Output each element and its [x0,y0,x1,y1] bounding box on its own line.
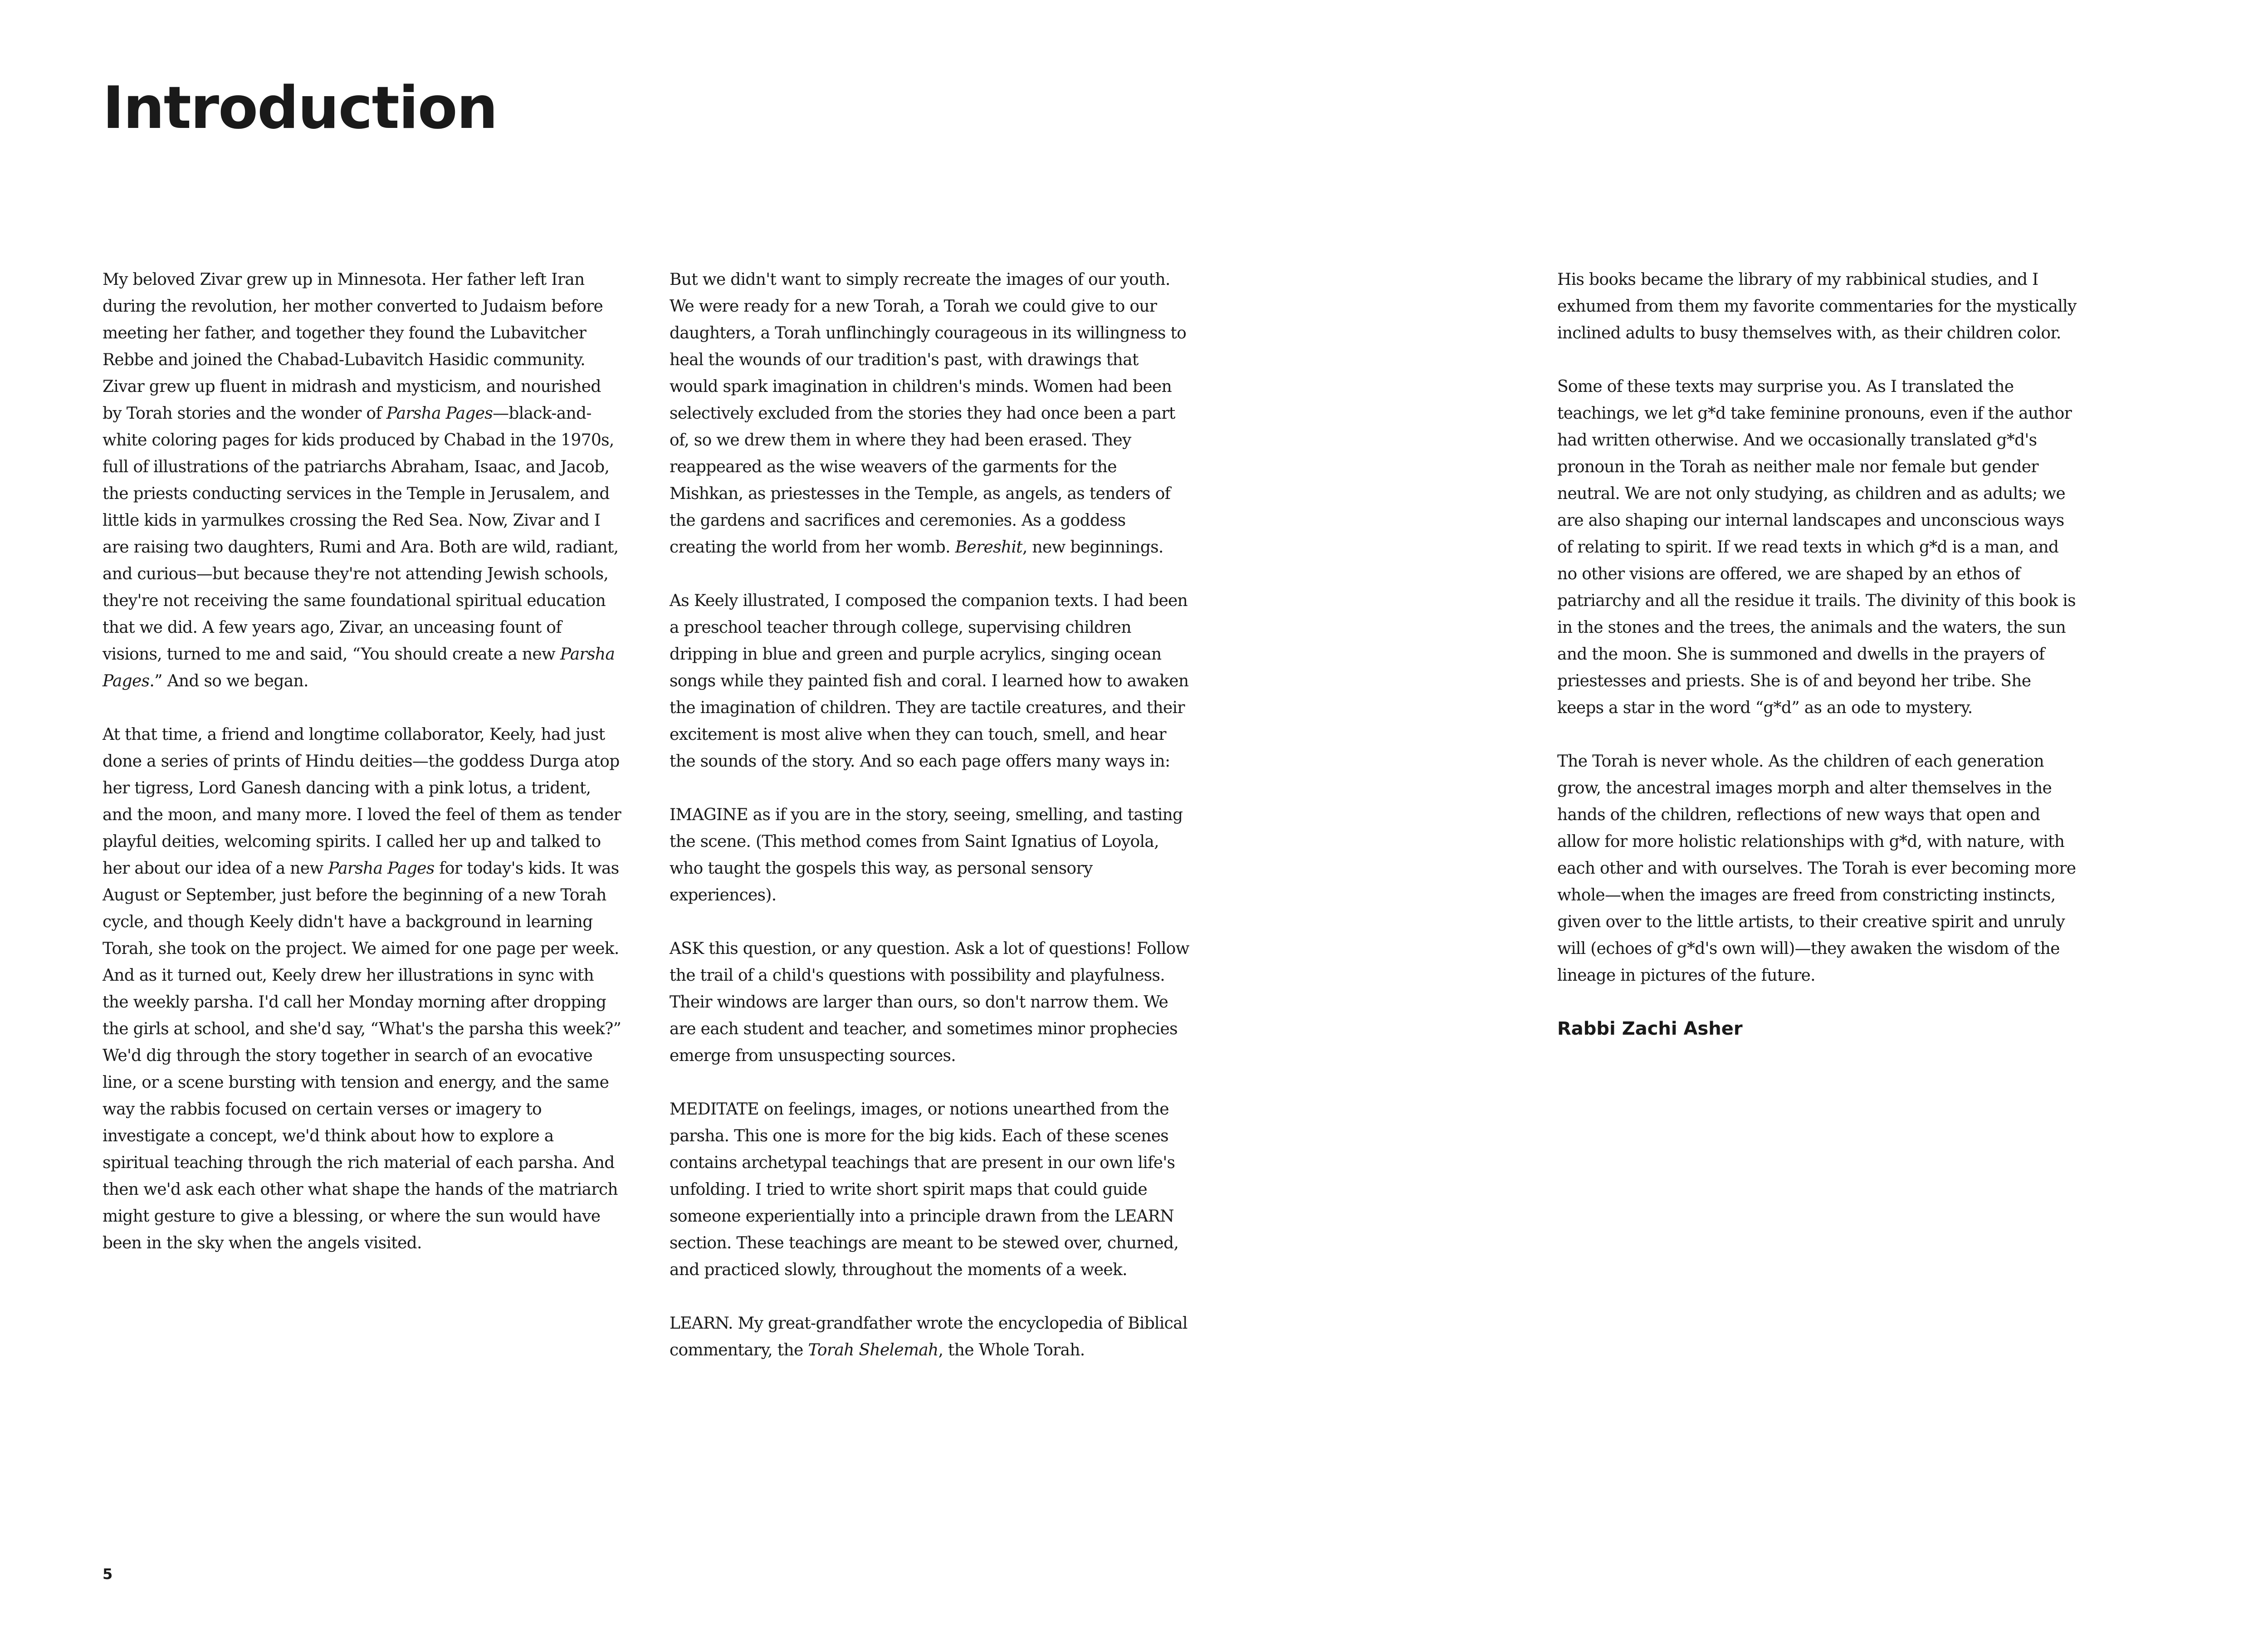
text-column-1 [103,266,624,1257]
body-paragraph [103,266,624,694]
text-run: ASK this question, or any question. Ask a lot of questions! Follow the trail of a child's questions with possibility and playfulness. Their windows are larger than ours, so don't narrow them. We are each student and teacher, and sometimes minor prophecies emerge from unsuspecting sources. [670,939,1189,1065]
text-run: His books became the library of my rabbinical studies, and I exhumed from them my favorite commentaries for the mystically inclined adults to busy themselves with, as their children color. [1557,270,2077,342]
text-run: LEARN. My great-grandfather wrote the encyclopedia of Biblical commentary, the [670,1314,1188,1359]
body-paragraph [670,266,1191,561]
left-page-number: 5 [103,1565,113,1583]
text-column-3 [1557,266,2079,1042]
text-run: , the Whole Torah. [938,1341,1085,1359]
body-paragraph [670,935,1191,1069]
author-signature: Rabbi Zachi Asher [1557,1018,1743,1039]
body-paragraph [1557,373,2079,721]
text-run: , new beginnings. [1022,538,1163,557]
text-run: As Keely illustrated, I composed the companion texts. I had been a preschool teacher through college, supervising children dripping in blue and green and purple acrylics, singing ocean songs while they painted fish and coral. I learned how to awaken the imagination of children. They are tactile creatures, and their excitement is most alive when they can touch, smell, and hear the sounds of the story. And so each page offers many ways in: [670,592,1189,771]
text-run: At that time, a friend and longtime collaborator, Keely, had just done a series of prints of Hindu deities—the goddess Durga atop her tigress, Lord Ganesh dancing with a pink lotus, a trident, and the moon, and many more. I loved the feel of them as tender playful deities, welcoming spirits. I called her up and talked to her about our idea of a new [103,725,621,878]
italic-title-run: Bereshit [955,538,1022,557]
text-column-2 [670,266,1191,1364]
italic-title-run: Torah Shelemah [808,1341,938,1359]
text-run: The Torah is never whole. As the children of each generation grow, the ancestral images morph and alter themselves in the hands of the children, reflections of new ways that open and allow for more holistic relationships with g*d, with nature, with each other and with ourselves. The Torah is ever becoming more whole—when the images are freed from constricting instincts, given over to the little artists, to their creative spirit and unruly will (echoes of g*d's own will)—they awaken the wisdom of the lineage in pictures of the future. [1557,752,2076,985]
text-run: IMAGINE as if you are in the story, seeing, smelling, and tasting the scene. (This method comes from Saint Ignatius of Loyola, who taught the gospels this way, as personal sensory experiences). [670,806,1183,905]
body-paragraph [670,802,1191,909]
italic-title-run: Parsha Pages [328,859,435,878]
page-title: Introduction [103,74,497,142]
text-run: .” And so we began. [149,672,308,690]
text-run: Some of these texts may surprise you. As I translated the teachings, we let g*d take feminine pronouns, even if the author had written otherwise. And we occasionally translated g*d's pronoun in the Torah as neither male nor female but gender neutral. We are not only studying, as children and as adults; we are also shaping our internal landscapes and unconscious ways of relating to spirit. If we read texts in which g*d is a man, and no other visions are offered, we are shaped by an ethos of patriarchy and all the residue it trails. The divinity of this book is in the stones and the trees, the animals and the waters, the sun and the moon. She is summoned and dwells in the prayers of priestesses and priests. She is of and beyond her tribe. She keeps a star in the word “g*d” as an ode to mystery. [1557,377,2076,717]
text-run: MEDITATE on feelings, images, or notions unearthed from the parsha. This one is more for the big kids. Each of these scenes contains archetypal teachings that are present in our own life's unfolding. I tried to write short spirit maps that could guide someone experientially into a principle drawn from the LEARN section. These teachings are meant to be stewed over, churned, and practiced slowly, throughout the moments of a week. [670,1100,1179,1279]
body-paragraph [103,721,624,1257]
body-paragraph [1557,266,2079,347]
body-paragraph [670,587,1191,775]
italic-title-run: Parsha Pages [103,645,615,690]
italic-title-run: Parsha Pages [386,404,493,423]
body-paragraph [1557,748,2079,989]
body-paragraph [670,1096,1191,1283]
text-run: for today's kids. It was August or September, just before the beginning of a new Torah cycle, and though Keely didn't have a background in learning Torah, she took on the project. We aimed for one page per week. And as it turned out, Keely drew her illustrations in sync with the weekly parsha. I'd call her Monday morning after dropping the girls at school, and she'd say, “What's the parsha this week?” We'd dig through the story together in search of an evocative line, or a scene bursting with tension and energy, and the same way the rabbis focused on certain verses or imagery to investigate a concept, we'd think about how to explore a spiritual teaching through the rich material of each parsha. And then we'd ask each other what shape the hands of the matriarch might gesture to give a blessing, or where the sun would have been in the sky when the angels visited. [103,859,621,1252]
text-run: But we didn't want to simply recreate the images of our youth. We were ready for a new Torah, a Torah we could give to our daughters, a Torah unflinchingly courageous in its willingness to heal the wounds of our tradition's past, with drawings that would spark imagination in children's minds. Women had been selectively excluded from the stories they had once been a part of, so we drew them in where they had been erased. They reappeared as the wise weavers of the garments for the Mishkan, as priestesses in the Temple, as angels, as tenders of the gardens and sacrifices and ceremonies. As a goddess creating the world from her womb. [670,270,1187,557]
text-run: My beloved Zivar grew up in Minnesota. Her father left Iran during the revolution, her mother converted to Judaism before meeting her father, and together they found the Lubavitcher Rebbe and joined the Chabad-Lubavitch Hasidic community. Zivar grew up fluent in midrash and mysticism, and nourished by Torah stories and the wonder of [103,270,603,423]
body-paragraph [670,1310,1191,1364]
text-run: —black-and-white coloring pages for kids produced by Chabad in the 1970s, full of illustrations of the patriarchs Abraham, Isaac, and Jacob, the priests conducting services in the Temple in Jerusalem, and little kids in yarmulkes crossing the Red Sea. Now, Zivar and I are raising two daughters, Rumi and Ara. Both are wild, radiant, and curious—but because they're not attending Jewish schools, they're not receiving the same foundational spiritual education that we did. A few years ago, Zivar, an unceasing fount of visions, turned to me and said, “You should create a new [103,404,619,664]
